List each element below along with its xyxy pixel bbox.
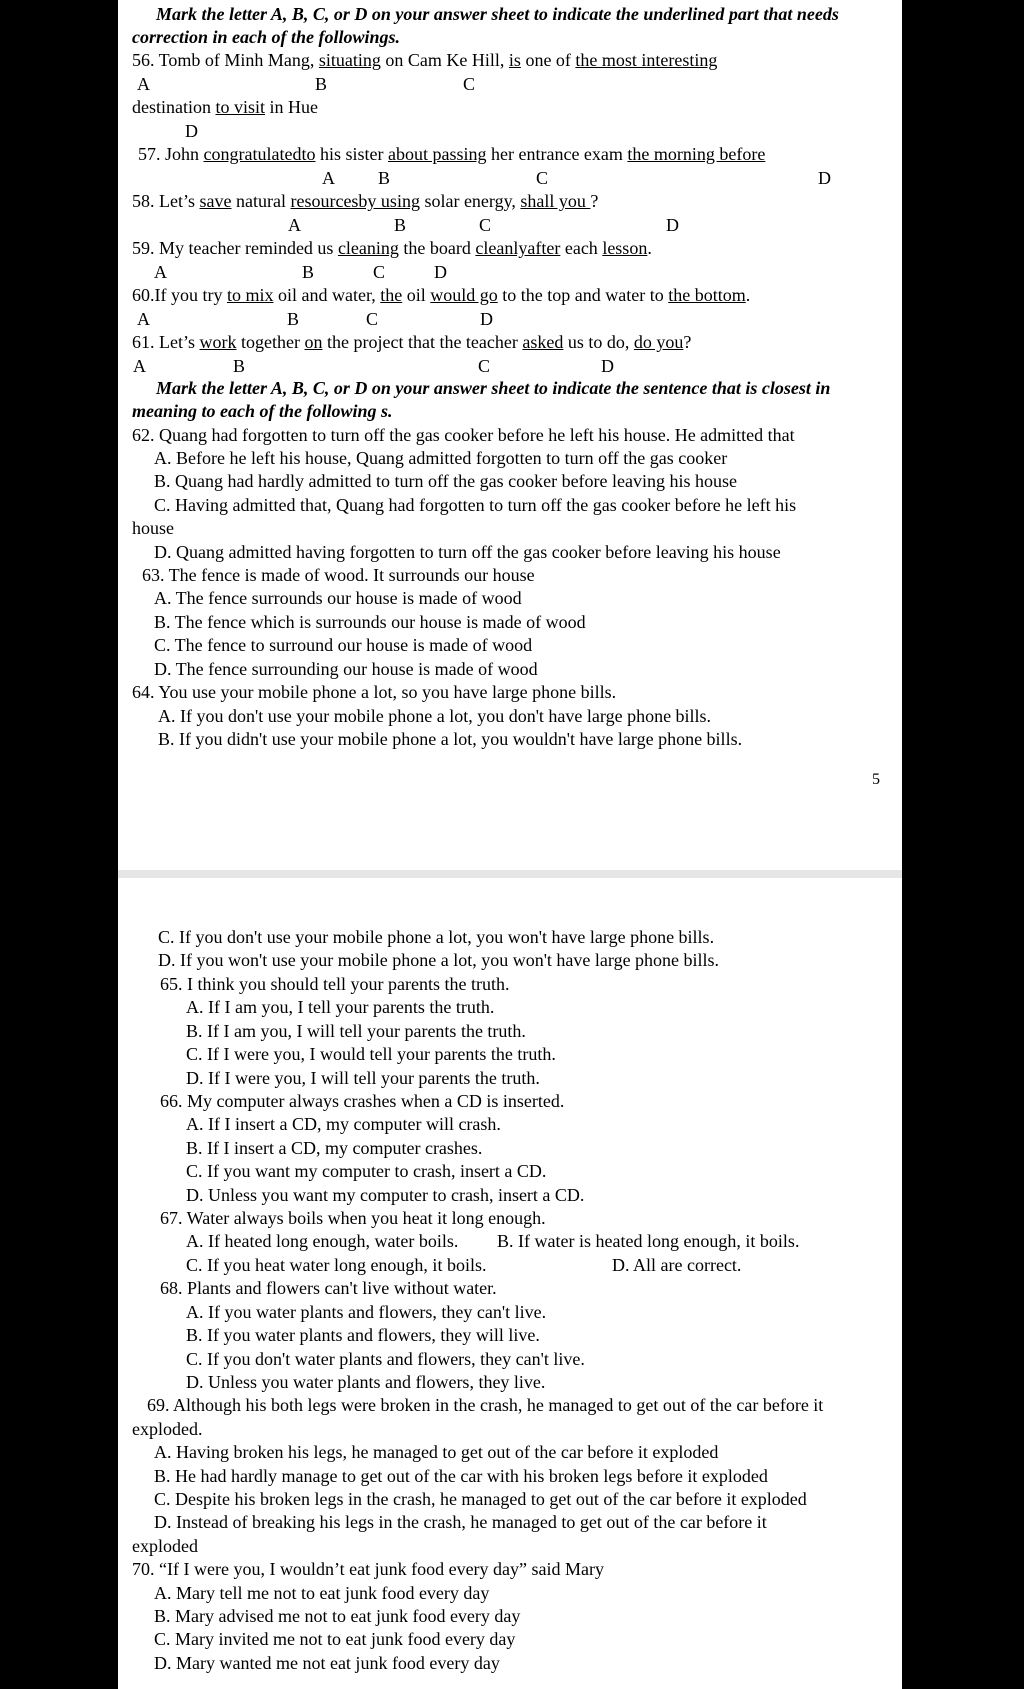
option-d: D. Instead of breaking his legs in the crash, he managed to get out of the car before it xyxy=(154,1512,767,1532)
option-a: A. Mary tell me not to eat junk food every day xyxy=(154,1583,490,1603)
option-b: B. The fence which is surrounds our house is made of wood xyxy=(154,612,586,632)
question-67-stem: 67. Water always boils when you heat it long enough. xyxy=(160,1208,546,1228)
option-label: B xyxy=(287,309,300,329)
option-d: D. Unless you want my computer to crash, insert a CD. xyxy=(186,1185,585,1205)
option-a: A. If you water plants and flowers, they can't live. xyxy=(186,1302,547,1322)
option-label: C xyxy=(373,262,386,282)
option-b: B. He had hardly manage to get out of the car with his broken legs before it exploded xyxy=(154,1466,768,1486)
option-a: A. The fence surrounds our house is made of wood xyxy=(154,588,522,608)
option-d: D. If I were you, I will tell your parents the truth. xyxy=(186,1068,540,1088)
question-57: 57. John congratulatedto his sister about passing her entrance exam the morning before xyxy=(138,144,766,164)
option-label: B xyxy=(315,74,328,94)
option-c: C. If I were you, I would tell your parents the truth. xyxy=(186,1044,556,1064)
question-68-stem: 68. Plants and flowers can't live without water. xyxy=(160,1278,497,1298)
option-d: D. All are correct. xyxy=(612,1255,742,1275)
question-63-stem: 63. The fence is made of wood. It surrounds our house xyxy=(142,565,535,585)
option-label: A xyxy=(322,168,335,188)
option-label: D xyxy=(480,309,493,329)
option-d: D. Mary wanted me not eat junk food every day xyxy=(154,1653,500,1673)
option-b: B. If you didn't use your mobile phone a lot, you wouldn't have large phone bills. xyxy=(158,729,743,749)
option-a: A. If I insert a CD, my computer will crash. xyxy=(186,1114,501,1134)
option-label: A xyxy=(154,262,167,282)
option-c-cont: house xyxy=(132,518,174,538)
question-59: 59. My teacher reminded us cleaning the board cleanlyafter each lesson. xyxy=(132,238,652,258)
option-label: D xyxy=(666,215,679,235)
option-d: D. If you won't use your mobile phone a lot, you won't have large phone bills. xyxy=(158,950,720,970)
option-a: A. Having broken his legs, he managed to get out of the car before it exploded xyxy=(154,1442,719,1462)
option-b: B. If you water plants and flowers, they will live. xyxy=(186,1325,540,1345)
option-b: B. Mary advised me not to eat junk food every day xyxy=(154,1606,521,1626)
option-b: B. If I insert a CD, my computer crashes. xyxy=(186,1138,483,1158)
option-label: C xyxy=(479,215,492,235)
option-a: A. If heated long enough, water boils. xyxy=(186,1231,459,1251)
option-label: A xyxy=(137,309,150,329)
option-label: D xyxy=(434,262,447,282)
question-70-stem: 70. “If I were you, I wouldn’t eat junk food every day” said Mary xyxy=(132,1559,605,1579)
option-label: B xyxy=(394,215,407,235)
question-56-cont: destination to visit in Hue xyxy=(132,97,319,117)
question-62-stem: 62. Quang had forgotten to turn off the gas cooker before he left his house. He admitted that xyxy=(132,425,795,445)
option-b: B. If water is heated long enough, it boils. xyxy=(497,1231,800,1251)
page-separator xyxy=(118,870,902,878)
question-64-stem: 64. You use your mobile phone a lot, so you have large phone bills. xyxy=(132,682,617,702)
option-c: C. If you don't water plants and flowers, they can't live. xyxy=(186,1349,585,1369)
option-c: C. Mary invited me not to eat junk food every day xyxy=(154,1629,516,1649)
question-69-stem: 69. Although his both legs were broken in the crash, he managed to get out of the car before it xyxy=(147,1395,824,1415)
option-c: C. If you want my computer to crash, insert a CD. xyxy=(186,1161,547,1181)
question-60: 60.If you try to mix oil and water, the oil would go to the top and water to the bottom. xyxy=(132,285,751,305)
option-label: D xyxy=(601,356,614,376)
option-label: A xyxy=(137,74,150,94)
question-61: 61. Let’s work together on the project that the teacher asked us to do, do you? xyxy=(132,332,692,352)
question-69-stem-cont: exploded. xyxy=(132,1419,203,1439)
option-label: D xyxy=(185,121,198,141)
question-58: 58. Let’s save natural resourcesby using solar energy, shall you ? xyxy=(132,191,599,211)
option-label: A xyxy=(133,356,146,376)
option-label: B xyxy=(233,356,246,376)
option-label: C xyxy=(366,309,379,329)
option-c: C. If you don't use your mobile phone a lot, you won't have large phone bills. xyxy=(158,927,715,947)
option-c: C. The fence to surround our house is made of wood xyxy=(154,635,533,655)
option-a: A. Before he left his house, Quang admitted forgotten to turn off the gas cooker xyxy=(154,448,728,468)
page-number: 5 xyxy=(872,771,880,788)
option-label: A xyxy=(288,215,301,235)
option-c: C. Having admitted that, Quang had forgotten to turn off the gas cooker before he left his xyxy=(154,495,797,515)
section-instruction-cont: meaning to each of the following s. xyxy=(132,401,393,421)
option-c: C. Despite his broken legs in the crash, he managed to get out of the car before it exploded xyxy=(154,1489,807,1509)
section-instruction: Mark the letter A, B, C, or D on your answer sheet to indicate the sentence that is closest in xyxy=(156,378,831,398)
option-c: C. If you heat water long enough, it boils. xyxy=(186,1255,487,1275)
option-d-cont: exploded xyxy=(132,1536,198,1556)
option-b: B. If I am you, I will tell your parents the truth. xyxy=(186,1021,526,1041)
option-label: B xyxy=(378,168,391,188)
section-instruction: Mark the letter A, B, C, or D on your answer sheet to indicate the underlined part that needs xyxy=(156,4,839,24)
question-65-stem: 65. I think you should tell your parents the truth. xyxy=(160,974,510,994)
option-label: D xyxy=(818,168,831,188)
option-a: A. If you don't use your mobile phone a lot, you don't have large phone bills. xyxy=(158,706,712,726)
option-d: D. Quang admitted having forgotten to turn off the gas cooker before leaving his house xyxy=(154,542,781,562)
option-a: A. If I am you, I tell your parents the truth. xyxy=(186,997,495,1017)
question-56: 56. Tomb of Minh Mang, situating on Cam Ke Hill, is one of the most interesting xyxy=(132,50,718,70)
section-instruction-cont: correction in each of the followings. xyxy=(132,27,401,47)
option-label: C xyxy=(463,74,476,94)
option-b: B. Quang had hardly admitted to turn off the gas cooker before leaving his house xyxy=(154,471,738,491)
option-d: D. Unless you water plants and flowers, they live. xyxy=(186,1372,546,1392)
option-label: C xyxy=(536,168,549,188)
option-label: B xyxy=(302,262,315,282)
option-d: D. The fence surrounding our house is made of wood xyxy=(154,659,538,679)
option-label: C xyxy=(478,356,491,376)
question-66-stem: 66. My computer always crashes when a CD is inserted. xyxy=(160,1091,565,1111)
